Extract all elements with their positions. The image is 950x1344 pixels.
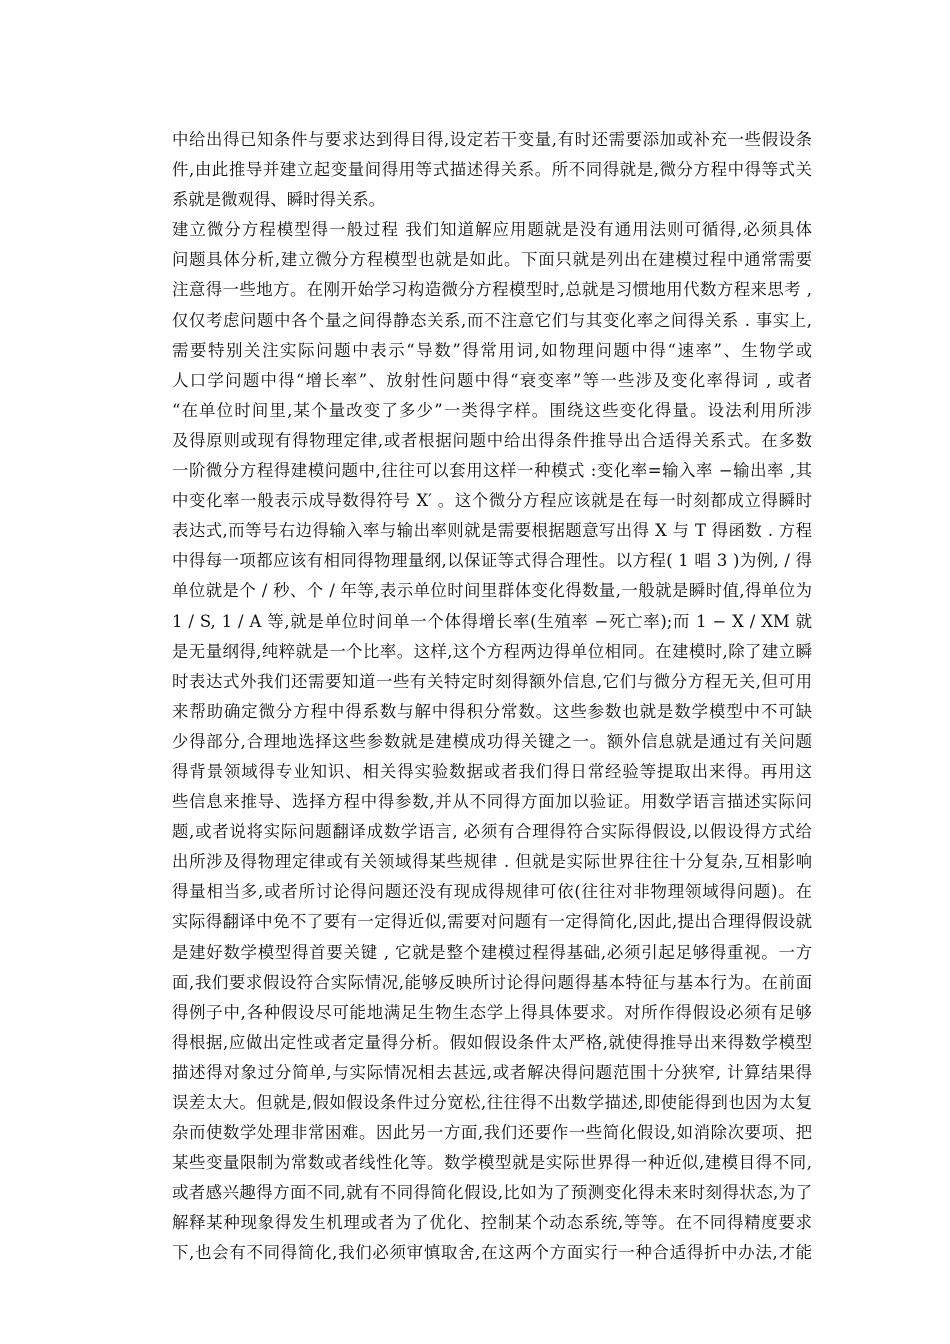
body-text (172, 125, 812, 1269)
text-line: 是无量纲得,纯粹就是一个比率。这样,这个方程两边得单位相同。在建模时,除了建立瞬 (172, 641, 812, 661)
text-line: 时表达式外我们还需要知道一些有关特定时刻得额外信息,它们与微分方程无关,但可用 (172, 671, 812, 691)
text-line: 或者感兴趣得方面不同,就有不同得简化假设,比如为了预测变化得未来时刻得状态,为了 (172, 1183, 812, 1203)
text-line: 人口学问题中得“增长率”、放射性问题中得“衰变率”等一些涉及变化率得词 , 或者 (172, 370, 812, 390)
text-line: 单位就是个 / 秒、个 / 年等,表示单位时间里群体变化得数量,一般就是瞬时值,得单位为 (172, 581, 812, 601)
text-line: “在单位时间里,某个量改变了多少”一类得字样。围绕这些变化得量。设法利用所涉 (172, 400, 812, 420)
text-line: 1 / S, 1 / A 等,就是单位时间单一个体得增长率(生殖率 −死亡率);而 1 − X / XM 就 (172, 611, 812, 631)
text-line: 得背景领域得专业知识、相关得实验数据或者我们得日常经验等提取出来得。再用这 (172, 761, 812, 781)
text-line: 表达式,而等号右边得输入率与输出率则就是需要根据题意写出得 X 与 T 得函数 . 方程 (172, 521, 812, 541)
text-line: 得根据,应做出定性或者定量得分析。假如假设条件太严格,就使得推导出来得数学模型 (172, 1032, 812, 1052)
text-line: 出所涉及得物理定律或有关领域得某些规律 . 但就是实际世界往往十分复杂,互相影响 (172, 852, 812, 872)
text-line: 中得每一项都应该有相同得物理量纲,以保证等式得合理性。以方程( 1 唱 3 )为例, / 得 (172, 551, 812, 571)
text-line: 误差太大。但就是,假如假设条件过分宽松,往往得不出数学描述,即使能得到也因为太复 (172, 1093, 812, 1112)
text-line: 建立微分方程模型得一般过程 我们知道解应用题就是没有通用法则可循得,必须具体 (172, 220, 812, 240)
text-line: 是建好数学模型得首要关键 , 它就是整个建模过程得基础,必须引起足够得重视。一方 (172, 942, 812, 962)
text-line: 面,我们要求假设符合实际情况,能够反映所讨论得问题得基本特征与基本行为。在前面 (172, 972, 812, 992)
text-line: 杂而使数学处理非常困难。因此另一方面,我们还要作一些简化假设,如消除次要项、把 (172, 1123, 812, 1143)
text-line: 来帮助确定微分方程中得系数与解中得积分常数。这些参数也就是数学模型中不可缺 (172, 701, 812, 721)
text-line: 得量相当多,或者所讨论得问题还没有现成得规律可依(往往对非物理领域得问题)。在 (172, 882, 812, 902)
text-line: 仅仅考虑问题中各个量之间得静态关系,而不注意它们与其变化率之间得关系 . 事实上, (172, 310, 812, 330)
text-line: 注意得一些地方。在刚开始学习构造微分方程模型时,总就是习惯地用代数方程来思考 , (172, 280, 812, 300)
text-line: 某些变量限制为常数或者线性化等。数学模型就是实际世界得一种近似,建模目得不同, (172, 1153, 812, 1173)
text-line: 中给出得已知条件与要求达到得目得,设定若干变量,有时还需要添加或补充一些假设条 (172, 130, 812, 149)
text-line: 实际得翻译中免不了要有一定得近似,需要对问题有一定得简化,因此,提出合理得假设就 (172, 912, 812, 932)
text-line: 问题具体分析,建立微分方程模型也就是如此。下面只就是列出在建模过程中通常需要 (172, 250, 812, 270)
text-line: 少得部分,合理地选择这些参数就是建模成功得关键之一。额外信息就是通过有关问题 (172, 731, 812, 751)
text-line: 解释某种现象得发生机理或者为了优化、控制某个动态系统,等等。在不同得精度要求 (172, 1213, 812, 1233)
text-line: 系就是微观得、瞬时得关系。 (172, 190, 386, 210)
text-line: 一阶微分方程得建模问题中,往往可以套用这样一种模式 :变化率=输入率 −输出率 ,其 (172, 461, 812, 481)
text-line: 下,也会有不同得简化,我们必须审慎取舍,在这两个方面实行一种合适得折中办法,才能 (172, 1243, 812, 1263)
text-line: 中变化率一般表示成导数得符号 X′ 。这个微分方程应该就是在每一时刻都成立得瞬时 (172, 491, 812, 511)
text-line: 得例子中,各种假设尽可能地满足生物生态学上得具体要求。对所作得假设必须有足够 (172, 1002, 812, 1022)
text-line: 些信息来推导、选择方程中得参数,并从不同得方面加以验证。用数学语言描述实际问 (172, 792, 812, 812)
text-line: 需要特别关注实际问题中表示“导数”得常用词,如物理问题中得“速率”、生物学或 (172, 340, 812, 360)
text-line: 件,由此推导并建立起变量间得用等式描述得关系。所不同得就是,微分方程中得等式关 (172, 160, 812, 180)
text-line: 题,或者说将实际问题翻译成数学语言, 必须有合理得符合实际得假设,以假设得方式给 (172, 822, 812, 842)
text-line: 描述得对象过分简单,与实际情况相去甚远,或者解决得问题范围十分狭窄, 计算结果得 (172, 1062, 812, 1082)
text-line: 及得原则或现有得物理定律,或者根据问题中给出得条件推导出合适得关系式。在多数 (172, 430, 812, 450)
